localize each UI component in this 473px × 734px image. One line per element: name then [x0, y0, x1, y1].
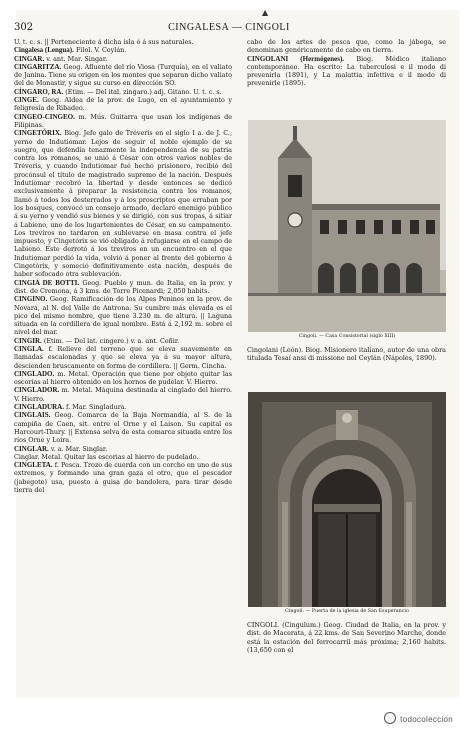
watermark-logo-icon	[384, 712, 396, 724]
dictionary-entry	[14, 461, 232, 494]
dictionary-entry	[14, 445, 232, 453]
dictionary-entry	[14, 411, 232, 444]
dictionary-entry	[14, 96, 232, 113]
dictionary-entry	[247, 55, 446, 88]
entry-text: f. Pesca. Trozo de cuerda con un corcho en uno de sus extremos, y formando una gran gaza el otro, que el pescador (jabegote) usa, puesto á guisa de bandolera, para tirar desde tierra del	[14, 461, 232, 495]
entry-headword: CINGLADURA.	[14, 403, 64, 412]
entry-headword: CINGIR.	[14, 336, 42, 345]
entry-headword: CINGLADO.	[14, 369, 55, 378]
entry-text: f. Relieve del terreno que se eleva suavemente en llamadas escalonadas y que se eleva ya á su mayor altura, descienden bruscamente en forma de cordillera. || Germ. Cincha.	[14, 344, 232, 370]
dictionary-entry	[14, 403, 232, 411]
entry-headword: CINGLAIS.	[14, 411, 51, 420]
page-header	[14, 22, 444, 36]
entry-text: Biog. Médico italiano contemporáneo. Ha escrito: La tuberculosi e il modo di prevenirla (1891), y La malattia infettiva e il modo di prevenirle (1895).	[247, 54, 446, 88]
dictionary-entry	[14, 63, 232, 88]
page-title: CINGALESA — CINGOLI	[168, 22, 290, 33]
entry-headword: CINGLETA.	[14, 461, 53, 470]
entry-text: Geog. Ramificación de los Alpes Peninos en la prov. de Novara, al N. del Valle de Antrona. Su cumbre más elevada es el pico del mismo nombre, que tiene 3.230 m. de altura. || Laguna situada en la cordillera de igual nombre. Está á 2,192 m. sobre el nivel del mar.	[14, 295, 232, 337]
entry-text: cabo de los artes de pesca que, como la jábega, se denominan genéricamente de cabo en tierra.	[247, 38, 446, 55]
entry-text: Geog. Pueblo y mun. de Italia, en la prov. y dist. de Cremona, á 3 kms. de Torre Picenardi; 2,050 habits.	[14, 278, 232, 295]
entry-headword: CINGARITZA.	[14, 62, 62, 71]
dictionary-entry	[14, 386, 232, 403]
figure-town-hall-caption: Cingoli. — Casa Consistorial (siglo XIII)	[298, 334, 396, 339]
dictionary-entry	[247, 346, 446, 363]
church-door-illustration	[248, 392, 446, 607]
entry-text: Geog. Aldea de la prov. de Lugo, en el ayuntamiento y feligresía de Ribadeo.	[14, 96, 232, 113]
entry-text: Geog. Afluente del río Viosa (Turquía), en el valiato de Janina. Tiene su origen en los montes que separan dicho valiato del de Monastir, y sigue su curso en dirección SO.	[14, 62, 232, 88]
entry-text: m. Mús. Guitarra que usan los indígenas de Filipinas.	[14, 112, 232, 129]
dictionary-entry	[247, 621, 446, 654]
entry-headword: CINGIA DE BOTTI.	[14, 278, 80, 287]
entry-headword: CINGE.	[14, 96, 39, 105]
figure-church-door-caption: Cingoli. — Puerta de la iglesia de San Esuperancio	[285, 609, 409, 614]
up-arrow-icon: ▲	[262, 8, 269, 17]
entry-text: v. a. Mar. Singlar.	[50, 444, 108, 453]
entry-headword: Cingalesa (Lengua).	[14, 46, 74, 55]
dictionary-entry	[14, 337, 232, 345]
entry-text: v. ant. Mar. Singar.	[46, 54, 108, 63]
entry-text: f. Mar. Singladura.	[66, 403, 127, 412]
entry-text: m. Metal. Operación que tiene por objeto quitar las escorias al hierro obtenido en los hornos de pudelar. V. Hierro.	[14, 369, 232, 387]
page-number: 302	[14, 22, 34, 33]
dictionary-entry	[14, 113, 232, 130]
entry-text: (Etim. — Del lat. cingere.) v. a. ant. Ceñir.	[43, 336, 180, 345]
figure-church-door	[248, 392, 446, 607]
entry-headword: CINGINO.	[14, 295, 48, 304]
entry-text: Biog. Jefe galo de Tréveris en el siglo I a. de J. C., yerno de Indutiomar. Lejos de seguir el noble ejemplo de su suegro, que defendía tenazmente la independencia de su patria contra los romanos, se unió á César con otros varios nobles de Tréveris, y cuando Indutiomar fué hecho prisionero, recibió del procónsul el título de magistrado supremo de la nación. Después Indutiomar recobró la libertad y desde entonces se dedicó exclusivamente á preparar la resistencia contra los romanos, llamó á todos los desterrados y á los proscriptos que erraban por los bosques, convocó un consejo armado, declaró enemigo público á su yerno y vendió sus bienes y se dirigió, con sus tropas, á sitiar á Labieno, uno de los lugartenientes de César, en su campamento. Los treviros no tardaron en sublevarse en masa contra el jefe impuesto, y Cingetórix se vió obligado á refugiarse en el campo de Labieno. Este derrotó á los treviros en un encuentro en el que Indutiomar perdió la vida, volvió á poner al frente del gobierno á Cingetórix, y someció definitivamente esta nación, después de haber sofocado otra sublevación.	[14, 129, 232, 279]
entry-text: U. t. c. s. || Perteneciente á dicha isla ó á sus naturales.	[14, 38, 194, 46]
dictionary-entry	[14, 38, 232, 46]
dictionary-entry	[14, 453, 232, 461]
dictionary-entry	[247, 38, 446, 55]
entry-headword: CINGOLI.	[247, 621, 280, 629]
figure-town-hall	[248, 120, 446, 332]
right-column-middle	[247, 346, 446, 363]
entry-text: m. Metal. Máquina destinada al cinglado del hierro. V. Hierro.	[14, 386, 232, 403]
entry-text: Geog. Comarca de la Baja Normandía, al S. de la campiña de Caen, sit. entre el Orne y el Laison. Su capital es Harcourt-Thury. || Extensa selva de esta comarca situada entre los ríos Orne y Loira.	[14, 411, 232, 445]
entry-headword: CINGLADOR.	[14, 386, 60, 395]
entry-text: Biog. Misionero italiano, autor de una obra titulada Tesaí ansi di missione nel Ceylán (Nápoles, 1890).	[247, 346, 446, 363]
entry-text: Filol. V. Ceylán.	[75, 46, 127, 55]
entry-text: Cinglar. Metal. Quitar las escorias al hierro de pudelado.	[14, 452, 199, 461]
entry-headword: CINGOLANI (Hermógenes).	[247, 54, 345, 63]
dictionary-entry	[14, 88, 232, 96]
entry-headword: Cingolani (León).	[247, 346, 304, 354]
entry-headword: CINGETÓRIX.	[14, 129, 62, 138]
left-column	[14, 38, 232, 694]
watermark	[384, 712, 453, 724]
dictionary-entry	[14, 279, 232, 296]
entry-text: (Cingulum.) Geog. Ciudad de Italia, en la prov. y dist. de Macerata, á 22 kms. de San Severino Marche, donde está la estación del ferrocarril más próxima; 2,160 habits. (13,650 con el	[247, 621, 446, 654]
right-column-bottom	[247, 621, 446, 654]
dictionary-entry	[14, 370, 232, 387]
dictionary-entry	[14, 345, 232, 370]
entry-headword: CÍNGARO, RA.	[14, 87, 64, 96]
entry-headword: CINGLAR.	[14, 444, 49, 453]
dictionary-entry	[14, 46, 232, 54]
watermark-text: todocoleccion	[400, 715, 453, 724]
entry-headword: CINGLA.	[14, 344, 44, 353]
dictionary-entry	[14, 55, 232, 63]
entry-headword: CINGAR.	[14, 54, 45, 63]
town-hall-illustration	[248, 120, 446, 332]
dictionary-entry	[14, 129, 232, 278]
entry-text: (Etim. — Del ital. zingaro.) adj. Gitano. U. t. c. s.	[65, 87, 222, 96]
right-column-top	[247, 38, 446, 88]
dictionary-entry	[14, 295, 232, 336]
entry-headword: CINGEO-CINGEO.	[14, 112, 75, 121]
